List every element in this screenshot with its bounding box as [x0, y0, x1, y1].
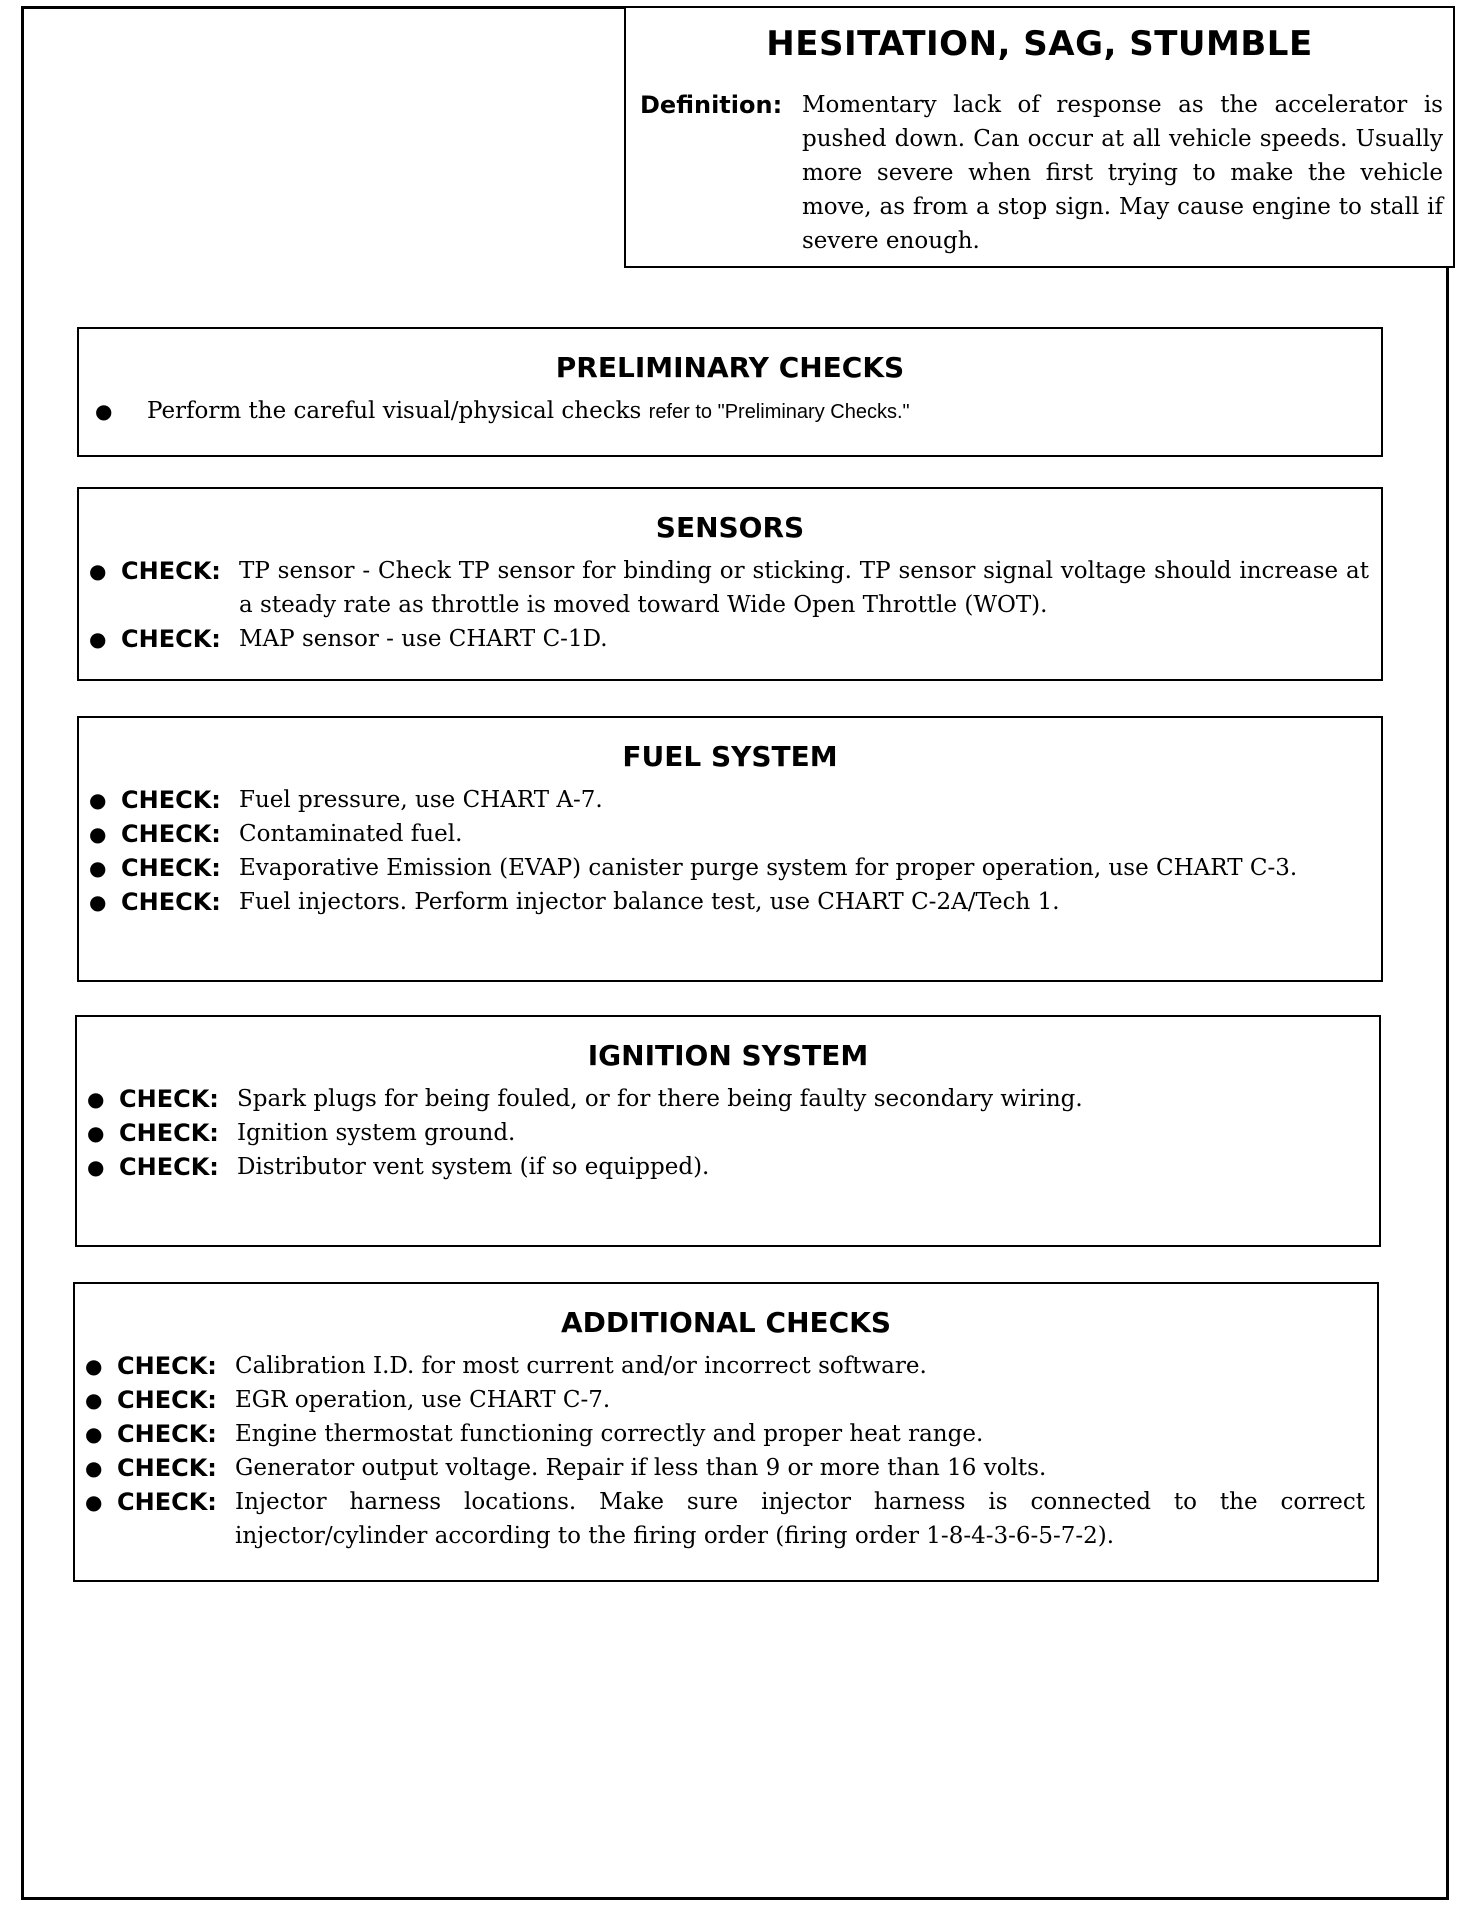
- section-title: ADDITIONAL CHECKS: [560, 1306, 892, 1339]
- bullet-icon: ●: [85, 1456, 103, 1480]
- check-label: CHECK:: [121, 786, 221, 814]
- page-title: HESITATION, SAG, STUMBLE: [766, 24, 1313, 64]
- check-text: Fuel pressure, use CHART A-7.: [239, 787, 603, 813]
- bullet-icon: ●: [87, 1155, 105, 1179]
- definition-row: [626, 88, 1453, 258]
- bullet-icon: ●: [89, 822, 107, 846]
- sensors-section: [77, 487, 1383, 681]
- bullet-icon: ●: [89, 559, 107, 583]
- check-text: Spark plugs for being fouled, or for there being faulty secondary wiring.: [237, 1086, 1083, 1112]
- check-text: Fuel injectors. Perform injector balance test, use CHART C-2A/Tech 1.: [239, 889, 1060, 915]
- page-frame: [21, 6, 1449, 1900]
- check-label: CHECK:: [121, 888, 221, 916]
- definition-label: Definition:: [640, 91, 783, 119]
- list-item: [75, 1451, 1377, 1485]
- bullet-icon: ●: [95, 399, 113, 423]
- bullet-icon: ●: [85, 1388, 103, 1412]
- check-label: CHECK:: [117, 1386, 217, 1414]
- check-text: Engine thermostat functioning correctly and proper heat range.: [235, 1421, 984, 1447]
- list-item: [77, 1116, 1379, 1150]
- section-title: PRELIMINARY CHECKS: [555, 351, 905, 384]
- check-text: Ignition system ground.: [237, 1120, 516, 1146]
- section-title: FUEL SYSTEM: [622, 740, 838, 773]
- additional-checks-section: [73, 1282, 1379, 1582]
- check-text: MAP sensor - use CHART C-1D.: [239, 626, 608, 652]
- list-item: [79, 817, 1381, 851]
- check-text: EGR operation, use CHART C-7.: [235, 1387, 611, 1413]
- check-label: CHECK:: [117, 1420, 217, 1448]
- check-label: CHECK:: [119, 1119, 219, 1147]
- check-text: TP sensor - Check TP sensor for binding or sticking. TP sensor signal voltage should increase at a steady rate as throttle is moved toward Wide Open Throttle (WOT).: [239, 558, 1369, 618]
- fuel-system-section: [77, 716, 1383, 982]
- bullet-icon: ●: [89, 788, 107, 812]
- section-title: SENSORS: [655, 511, 805, 544]
- check-text: Generator output voltage. Repair if less than 9 or more than 16 volts.: [235, 1455, 1047, 1481]
- bullet-icon: ●: [87, 1121, 105, 1145]
- bullet-icon: ●: [89, 856, 107, 880]
- preliminary-instruction: Perform the careful visual/physical checks: [147, 398, 642, 424]
- bullet-icon: ●: [85, 1490, 103, 1514]
- list-item: [79, 554, 1381, 622]
- bullet-icon: ●: [85, 1422, 103, 1446]
- list-item: [79, 783, 1381, 817]
- ignition-system-section: [75, 1015, 1381, 1247]
- bullet-icon: ●: [89, 627, 107, 651]
- check-label: CHECK:: [117, 1454, 217, 1482]
- check-text: Injector harness locations. Make sure injector harness is connected to the correct injector/cylinder according to the firing order (firing order 1-8-4-3-6-5-7-2).: [235, 1489, 1365, 1549]
- list-item: [75, 1383, 1377, 1417]
- bullet-icon: ●: [89, 890, 107, 914]
- check-label: CHECK:: [117, 1488, 217, 1516]
- preliminary-text: [127, 394, 910, 429]
- list-item: [79, 851, 1381, 885]
- header-box: [624, 6, 1455, 268]
- check-label: CHECK:: [119, 1085, 219, 1113]
- check-text: Distributor vent system (if so equipped).: [237, 1154, 710, 1180]
- check-label: CHECK:: [121, 854, 221, 882]
- list-item: [79, 622, 1381, 656]
- check-label: CHECK:: [121, 557, 221, 585]
- check-text: Calibration I.D. for most current and/or incorrect software.: [235, 1353, 927, 1379]
- check-label: CHECK:: [121, 625, 221, 653]
- list-item: [77, 1150, 1379, 1184]
- check-label: CHECK:: [121, 820, 221, 848]
- list-item: [77, 1082, 1379, 1116]
- list-item: [75, 1485, 1377, 1553]
- bullet-icon: ●: [87, 1087, 105, 1111]
- section-title: IGNITION SYSTEM: [587, 1039, 869, 1072]
- preliminary-checks-section: [77, 327, 1383, 457]
- list-item: [75, 1349, 1377, 1383]
- check-label: CHECK:: [117, 1352, 217, 1380]
- check-text: Contaminated fuel.: [239, 821, 463, 847]
- definition-text: Momentary lack of response as the accelerator is pushed down. Can occur at all vehicle speeds. Usually more severe when first trying to make the vehicle move, as from a stop sign. May cause engine to stall if severe enough.: [802, 92, 1443, 254]
- list-item: [79, 885, 1381, 919]
- list-item: [79, 394, 1381, 429]
- bullet-icon: ●: [85, 1354, 103, 1378]
- check-text: Evaporative Emission (EVAP) canister purge system for proper operation, use CHART C-3.: [239, 855, 1298, 881]
- check-label: CHECK:: [119, 1153, 219, 1181]
- list-item: [75, 1417, 1377, 1451]
- preliminary-reference: refer to "Preliminary Checks.": [648, 401, 910, 423]
